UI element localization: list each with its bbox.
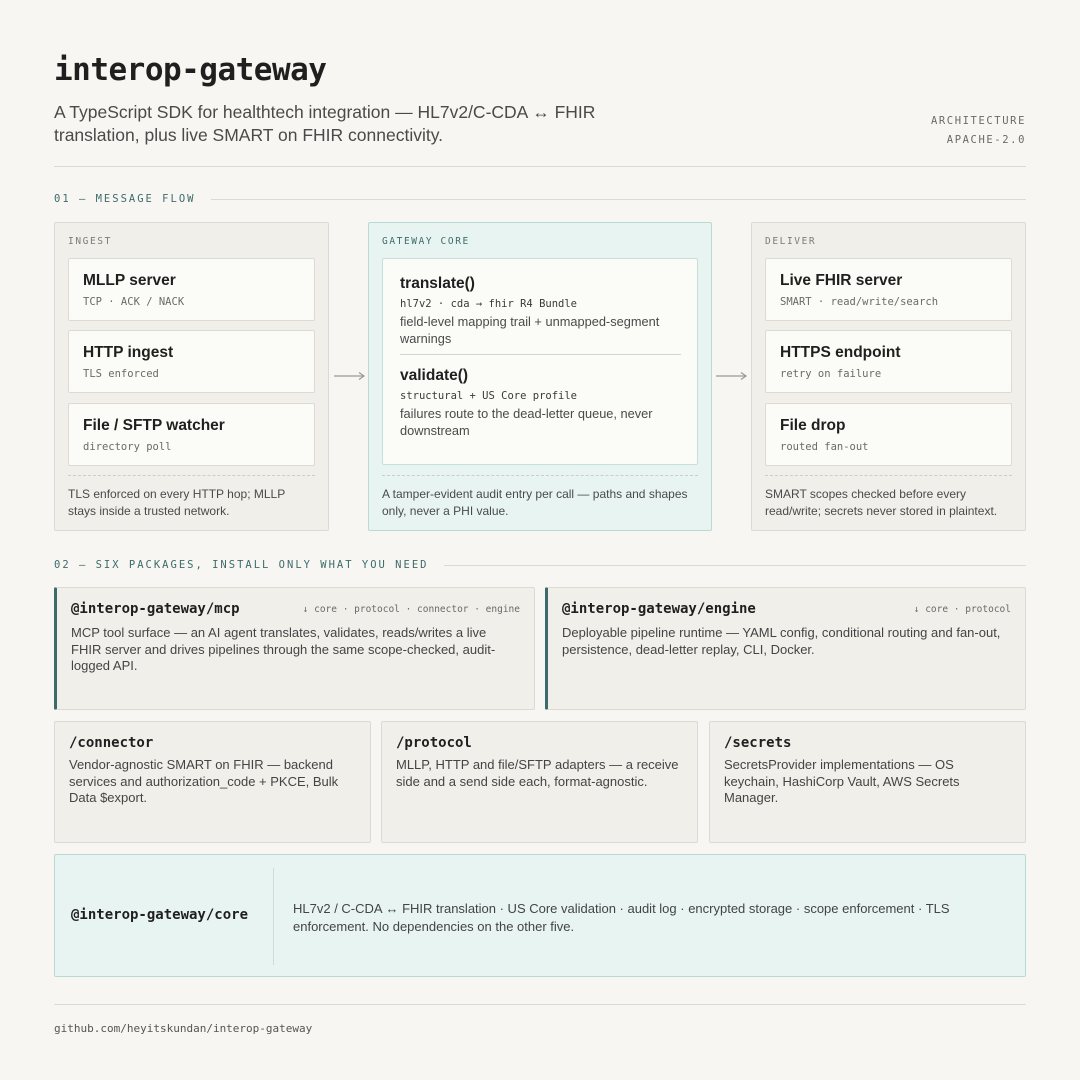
ingest-column: [54, 222, 329, 531]
package-core: [54, 854, 1026, 977]
card-title: HTTP ingest: [83, 344, 174, 361]
section-label-text: 02 — SIX PACKAGES, INSTALL ONLY WHAT YOU NEED: [54, 559, 429, 571]
function-title: validate(): [400, 367, 469, 384]
card-title: HTTPS endpoint: [780, 344, 901, 361]
package-divider: [273, 868, 274, 965]
function-signature: structural + US Core profile: [400, 390, 578, 402]
package-dependencies: ↓ core · protocol · connector · engine: [302, 604, 520, 615]
package-name: @interop-gateway/mcp: [71, 601, 240, 617]
gateway-core-label: GATEWAY CORE: [382, 236, 470, 247]
card-title: File drop: [780, 417, 846, 434]
deliver-card-https: [765, 330, 1012, 393]
gateway-core-column: [368, 222, 712, 531]
footer-divider: [54, 1004, 1026, 1005]
ingest-card-mllp: [68, 258, 315, 321]
package-connector: [54, 721, 371, 843]
package-description: MCP tool surface — an AI agent translates, validates, reads/writes a live FHIR server and drives pipelines through the same scope-checked, audit-logged API.: [71, 625, 496, 673]
arrow-right-icon: [333, 371, 367, 381]
translate-function: [400, 274, 681, 347]
deliver-label: DELIVER: [765, 236, 817, 247]
validate-function: [400, 366, 681, 439]
section-divider: [444, 565, 1026, 566]
section-label-packages: [54, 559, 1026, 571]
package-name: @interop-gateway/engine: [562, 601, 756, 617]
card-title: File / SFTP watcher: [83, 417, 225, 434]
function-signature: hl7v2 · cda → fhir R4 Bundle: [400, 298, 578, 310]
section-divider: [211, 199, 1026, 200]
package-secrets: [709, 721, 1026, 843]
package-description: MLLP, HTTP and file/SFTP adapters — a receive side and a send side each, format-agnostic.: [396, 757, 679, 789]
deliver-column: [751, 222, 1026, 531]
package-name: /connector: [69, 735, 154, 751]
function-divider: [400, 354, 681, 355]
package-protocol: [381, 721, 698, 843]
deliver-card-file-drop: [765, 403, 1012, 466]
card-subtitle: directory poll: [83, 441, 172, 453]
function-title: translate(): [400, 275, 475, 292]
ingest-label: INGEST: [68, 236, 112, 247]
ingest-card-sftp: [68, 403, 315, 466]
card-subtitle: routed fan-out: [780, 441, 869, 453]
section-label-message-flow: [54, 193, 1026, 205]
deliver-footer-note: SMART scopes checked before every read/write; secrets never stored in plaintext.: [765, 475, 1012, 520]
package-description: HL7v2 / C-CDA ↔ FHIR translation · US Core validation · audit log · encrypted storage · scope enforcement · TLS enforcement. No dependencies on the other five.: [293, 901, 950, 934]
deliver-card-fhir: [765, 258, 1012, 321]
function-description: failures route to the dead-letter queue, never downstream: [400, 406, 653, 438]
package-mcp: [54, 587, 535, 710]
package-dependencies: ↓ core · protocol: [913, 604, 1011, 615]
card-title: MLLP server: [83, 272, 176, 289]
meta-license: APACHE-2.0: [946, 134, 1026, 146]
package-description: Vendor-agnostic SMART on FHIR — backend services and authorization_code + PKCE, Bulk Data $export.: [69, 757, 339, 805]
card-subtitle: TCP · ACK / NACK: [83, 296, 185, 308]
header-meta: [931, 112, 1026, 150]
card-subtitle: TLS enforced: [83, 368, 159, 380]
ingest-card-http: [68, 330, 315, 393]
page-title: interop-gateway: [54, 52, 327, 88]
section-label-text: 01 — MESSAGE FLOW: [54, 193, 196, 205]
ingest-footer-note: TLS enforced on every HTTP hop; MLLP stays inside a trusted network.: [68, 475, 315, 520]
page-subtitle: A TypeScript SDK for healthtech integration — HL7v2/C-CDA ↔ FHIR translation, plus live SMART on FHIR connectivity.: [54, 102, 596, 145]
package-name: @interop-gateway/core: [71, 907, 249, 923]
header-divider: [54, 166, 1026, 167]
gateway-core-footer-note: A tamper-evident audit entry per call — paths and shapes only, never a PHI value.: [382, 475, 698, 520]
package-name: /protocol: [396, 735, 472, 751]
card-subtitle: SMART · read/write/search: [780, 296, 939, 308]
package-description: SecretsProvider implementations — OS keychain, HashiCorp Vault, AWS Secrets Manager.: [724, 757, 960, 805]
arrow-right-icon: [715, 371, 749, 381]
gateway-core-box: [382, 258, 698, 465]
package-engine: [545, 587, 1026, 710]
package-name: /secrets: [724, 735, 792, 751]
package-description: Deployable pipeline runtime — YAML config, conditional routing and fan-out, persistence, dead-letter replay, CLI, Docker.: [562, 625, 1001, 657]
card-subtitle: retry on failure: [780, 368, 882, 380]
meta-kind: ARCHITECTURE: [930, 115, 1026, 127]
card-title: Live FHIR server: [780, 272, 903, 289]
function-description: field-level mapping trail + unmapped-segment warnings: [400, 314, 660, 346]
repo-link[interactable]: github.com/heyitskundan/interop-gateway: [54, 1022, 313, 1035]
